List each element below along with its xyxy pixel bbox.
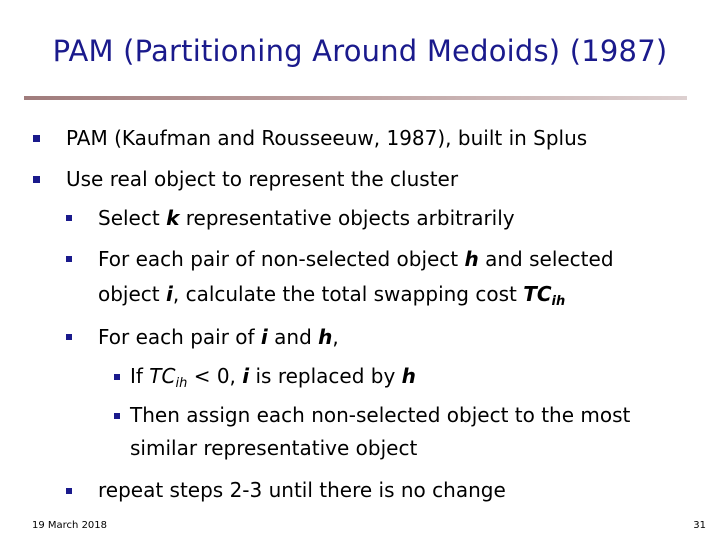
bullet-marker — [33, 135, 40, 142]
text-span: For each pair of non-selected object — [98, 247, 465, 271]
variable-i: i — [242, 364, 250, 388]
variable-tc-subscript: ih — [175, 376, 188, 391]
sub-bullet-text — [98, 325, 339, 349]
page-number: 31 — [693, 520, 706, 531]
text-span: < 0, — [187, 364, 243, 388]
text-span: If — [130, 364, 150, 388]
bullet-marker — [33, 176, 40, 183]
sub-sub-bullet-text: Then assign each non-selected object to the most — [130, 403, 631, 427]
text-span: and — [267, 325, 319, 349]
title-divider — [24, 96, 687, 100]
variable-tc: TC — [149, 364, 176, 388]
text-span: representative objects arbitrarily — [179, 206, 515, 230]
sub-bullet-marker — [66, 215, 72, 221]
sub-bullet-marker — [66, 334, 72, 340]
text-span: For each pair of — [98, 325, 261, 349]
variable-h: h — [464, 247, 479, 271]
sub-bullet-text — [98, 206, 515, 230]
variable-i: i — [260, 325, 268, 349]
variable-h: h — [318, 325, 333, 349]
text-span: is replaced by — [249, 364, 402, 388]
sub-bullet-text: repeat steps 2-3 until there is no change — [98, 478, 506, 502]
sub-sub-bullet-text — [130, 364, 416, 396]
variable-i: i — [166, 282, 173, 306]
variable-tc-subscript: ih — [551, 294, 566, 309]
text-span: , — [332, 325, 339, 349]
sub-bullet-text — [98, 247, 614, 271]
bullet-text: Use real object to represent the cluster — [66, 167, 459, 191]
slide-title: PAM (Partitioning Around Medoids) (1987) — [52, 34, 668, 68]
footer-date: 19 March 2018 — [32, 520, 108, 531]
text-span: object — [98, 282, 166, 306]
variable-h: h — [401, 364, 416, 388]
sub-sub-bullet-marker — [114, 413, 120, 419]
bullet-text: PAM (Kaufman and Rousseeuw, 1987), built in Splus — [66, 126, 588, 150]
text-span: , calculate the total swapping cost — [172, 282, 524, 306]
sub-sub-bullet-marker — [114, 374, 120, 380]
sub-bullet-marker — [66, 256, 72, 262]
sub-bullet-marker — [66, 488, 72, 494]
text-span: and selected — [478, 247, 614, 271]
variable-tc: TC — [523, 282, 552, 306]
variable-k: k — [166, 206, 180, 230]
sub-bullet-text-continued — [98, 282, 565, 314]
sub-sub-bullet-text-continued: similar representative object — [130, 436, 418, 460]
text-span: Select — [98, 206, 167, 230]
